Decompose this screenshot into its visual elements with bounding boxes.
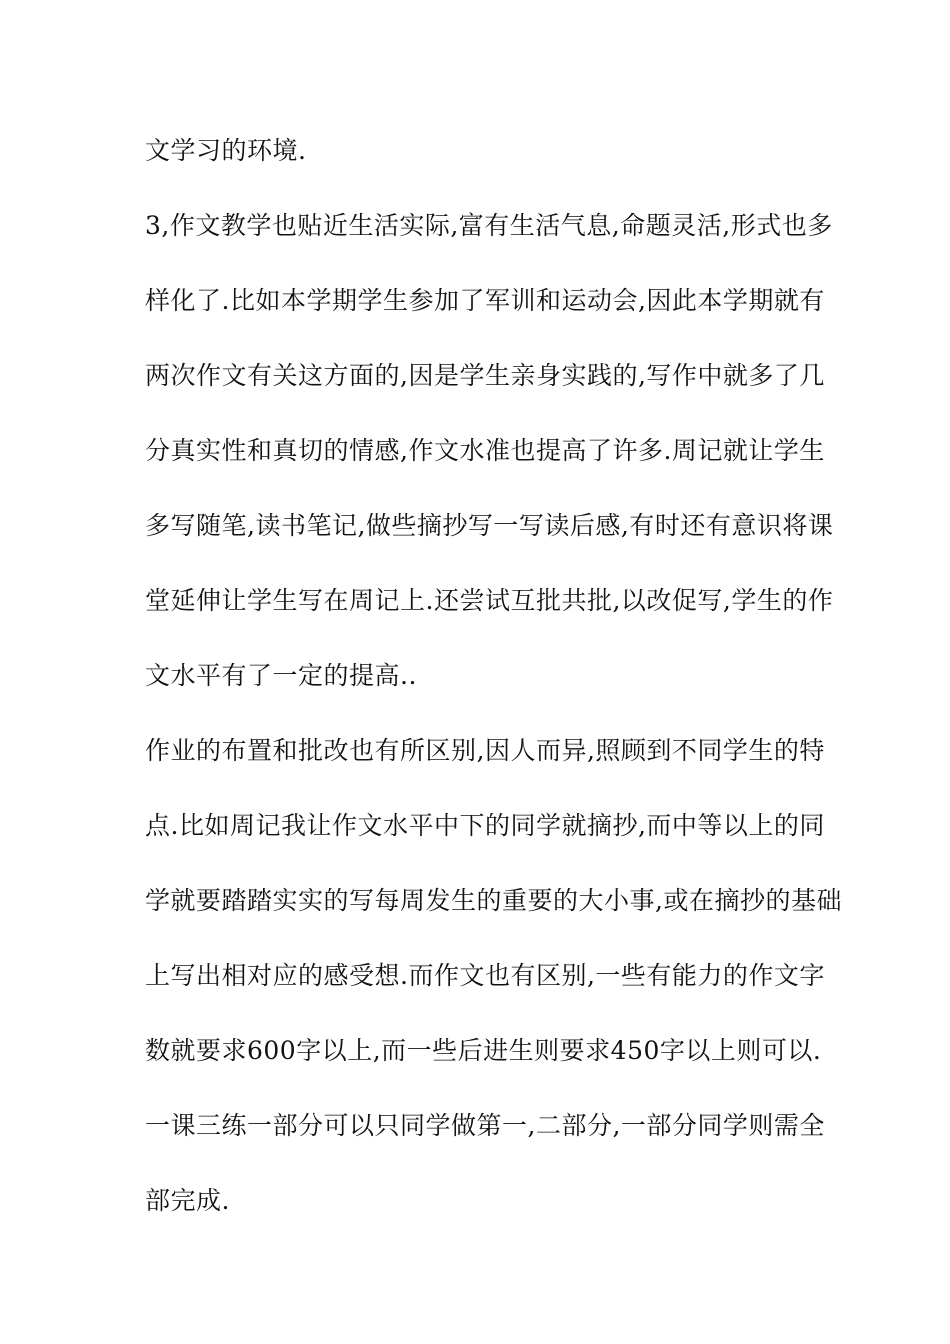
- text-line: 学就要踏踏实实的写每周发生的重要的大小事,或在摘抄的基础: [145, 886, 842, 915]
- text-line: 文水平有了一定的提高..: [145, 661, 417, 690]
- text-line: 堂延伸让学生写在周记上.还尝试互批共批,以改促写,学生的作: [145, 586, 834, 615]
- text-line: 多写随笔,读书笔记,做些摘抄写一写读后感,有时还有意识将课: [145, 511, 834, 540]
- text-line: 一课三练一部分可以只同学做第一,二部分,一部分同学则需全: [145, 1111, 825, 1140]
- text-line: 分真实性和真切的情感,作文水准也提高了许多.周记就让学生: [145, 436, 825, 465]
- text-line: 上写出相对应的感受想.而作文也有区别,一些有能力的作文字: [145, 961, 825, 990]
- text-line: 部完成.: [145, 1186, 230, 1215]
- text-line: 作业的布置和批改也有所区别,因人而异,照顾到不同学生的特: [145, 736, 825, 765]
- text-line: 两次作文有关这方面的,因是学生亲身实践的,写作中就多了几: [145, 361, 825, 390]
- text-line: 点.比如周记我让作文水平中下的同学就摘抄,而中等以上的同: [145, 811, 825, 840]
- text-line: 数就要求600字以上,而一些后进生则要求450字以上则可以.: [145, 1036, 822, 1065]
- text-line: 3,作文教学也贴近生活实际,富有生活气息,命题灵活,形式也多: [145, 211, 833, 240]
- text-line: 文学习的环境.: [145, 136, 307, 165]
- text-line: 样化了.比如本学期学生参加了军训和运动会,因此本学期就有: [145, 286, 825, 315]
